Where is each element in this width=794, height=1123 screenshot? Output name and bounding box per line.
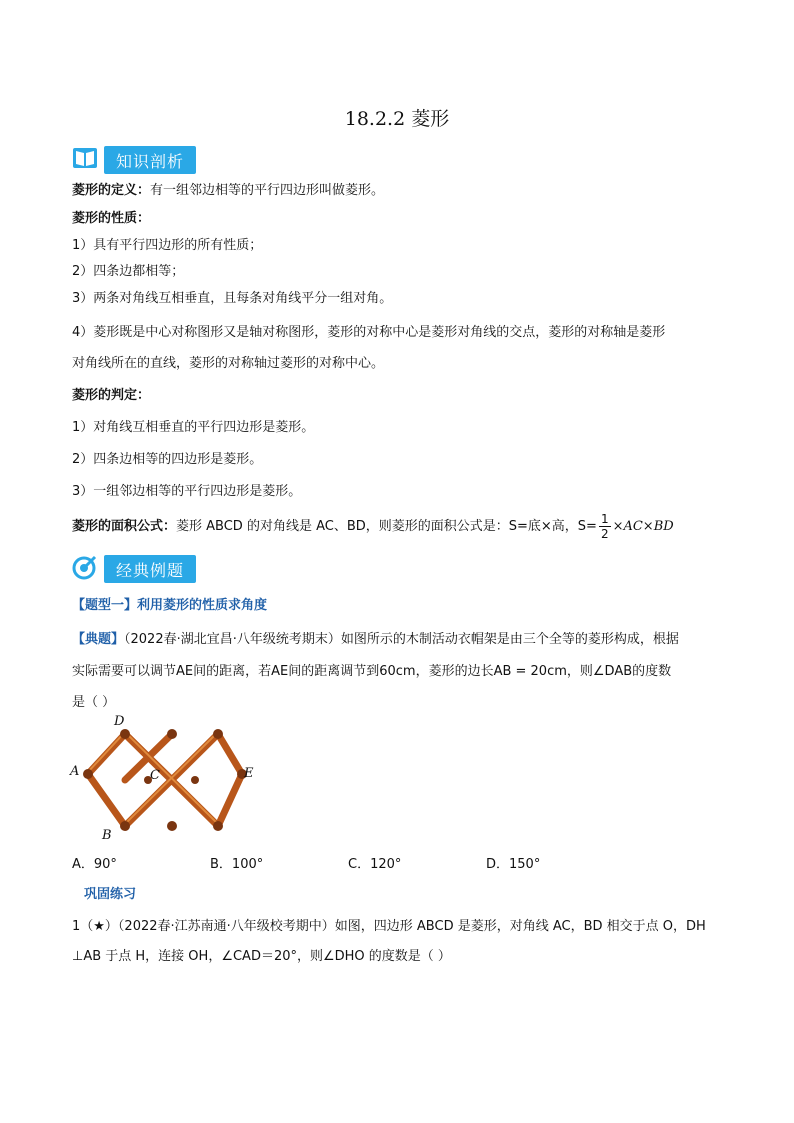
fraction-numerator: 1: [600, 512, 609, 526]
criteria-item: 3）一组邻边相等的平行四边形是菱形。: [72, 484, 302, 499]
property-item: 3）两条对角线互相垂直，且每条对角线平分一组对角。: [72, 291, 393, 306]
property-item: 2）四条边都相等；: [72, 264, 185, 279]
section-banner-knowledge: [72, 145, 196, 175]
definition-line: [72, 182, 722, 200]
property-item: 4）菱形既是中心对称图形又是轴对称图形，菱形的对称中心是菱形对角线的交点，菱形的对称轴是菱形: [72, 325, 666, 340]
example-line-2: 实际需要可以调节AE间的距离，若AE间的距离调节到60cm，菱形的边长AB = 20cm，则∠DAB的度数: [72, 664, 672, 679]
question-type-label: 【题型一】利用菱形的性质求角度: [72, 598, 268, 613]
area-tail: ×AC×BD: [612, 518, 674, 534]
fraction-denominator: 2: [600, 527, 609, 541]
figure-label-b: B: [102, 828, 112, 843]
figure-label-e: E: [244, 766, 254, 781]
figure-label-d: D: [114, 714, 125, 729]
figure-label-c: C: [150, 768, 160, 783]
target-icon: [72, 554, 98, 584]
q1-line-2: ⊥AB 于点 H，连接 OH，∠CAD＝20°，则∠DHO 的度数是（ ）: [72, 949, 451, 964]
criteria-item: 1）对角线互相垂直的平行四边形是菱形。: [72, 420, 315, 435]
section-label: 知识剖析: [104, 146, 196, 174]
property-item: 1）具有平行四边形的所有性质；: [72, 238, 263, 253]
option-a[interactable]: A．90°: [72, 857, 117, 872]
definition-text: 有一组邻边相等的平行四边形叫做菱形。: [150, 183, 385, 198]
option-d[interactable]: D．150°: [486, 857, 541, 872]
criteria-head: 菱形的判定：: [72, 388, 151, 403]
area-head: 菱形的面积公式：: [72, 518, 177, 534]
area-formula-line: [72, 512, 722, 541]
example-line-1: [72, 631, 722, 649]
example-tag: 【典题】: [72, 632, 125, 647]
definition-head: 菱形的定义：: [72, 183, 151, 198]
coat-rack-figure: [70, 714, 270, 846]
section-label: 经典例题: [104, 555, 196, 583]
option-b[interactable]: B．100°: [210, 857, 264, 872]
area-text: 菱形 ABCD 的对角线是 AC、BD，则菱形的面积公式是：S=底×高，S=: [176, 518, 597, 534]
practice-label: 巩固练习: [84, 887, 137, 902]
option-c[interactable]: C．120°: [348, 857, 402, 872]
fraction-one-half: [599, 512, 611, 541]
example-text: （2022春·湖北宜昌·八年级统考期末）如图所示的木制活动衣帽架是由三个全等的菱形构成，根据: [124, 632, 679, 647]
q1-line-1: 1（★）（2022春·江苏南通·八年级校考期中）如图，四边形 ABCD 是菱形，对角线 AC，BD 相交于点 O，DH: [72, 919, 706, 934]
criteria-item: 2）四条边相等的四边形是菱形。: [72, 452, 263, 467]
section-banner-examples: [72, 554, 196, 584]
book-icon: [72, 145, 98, 175]
page-title: 18.2.2 菱形: [344, 108, 450, 130]
coat-rack-drawing: [70, 714, 270, 846]
example-line-3: 是（ ）: [72, 695, 116, 710]
figure-label-a: A: [70, 764, 80, 779]
property-item: 对角线所在的直线，菱形的对称轴过菱形的对称中心。: [72, 356, 385, 371]
properties-head: 菱形的性质：: [72, 211, 151, 226]
